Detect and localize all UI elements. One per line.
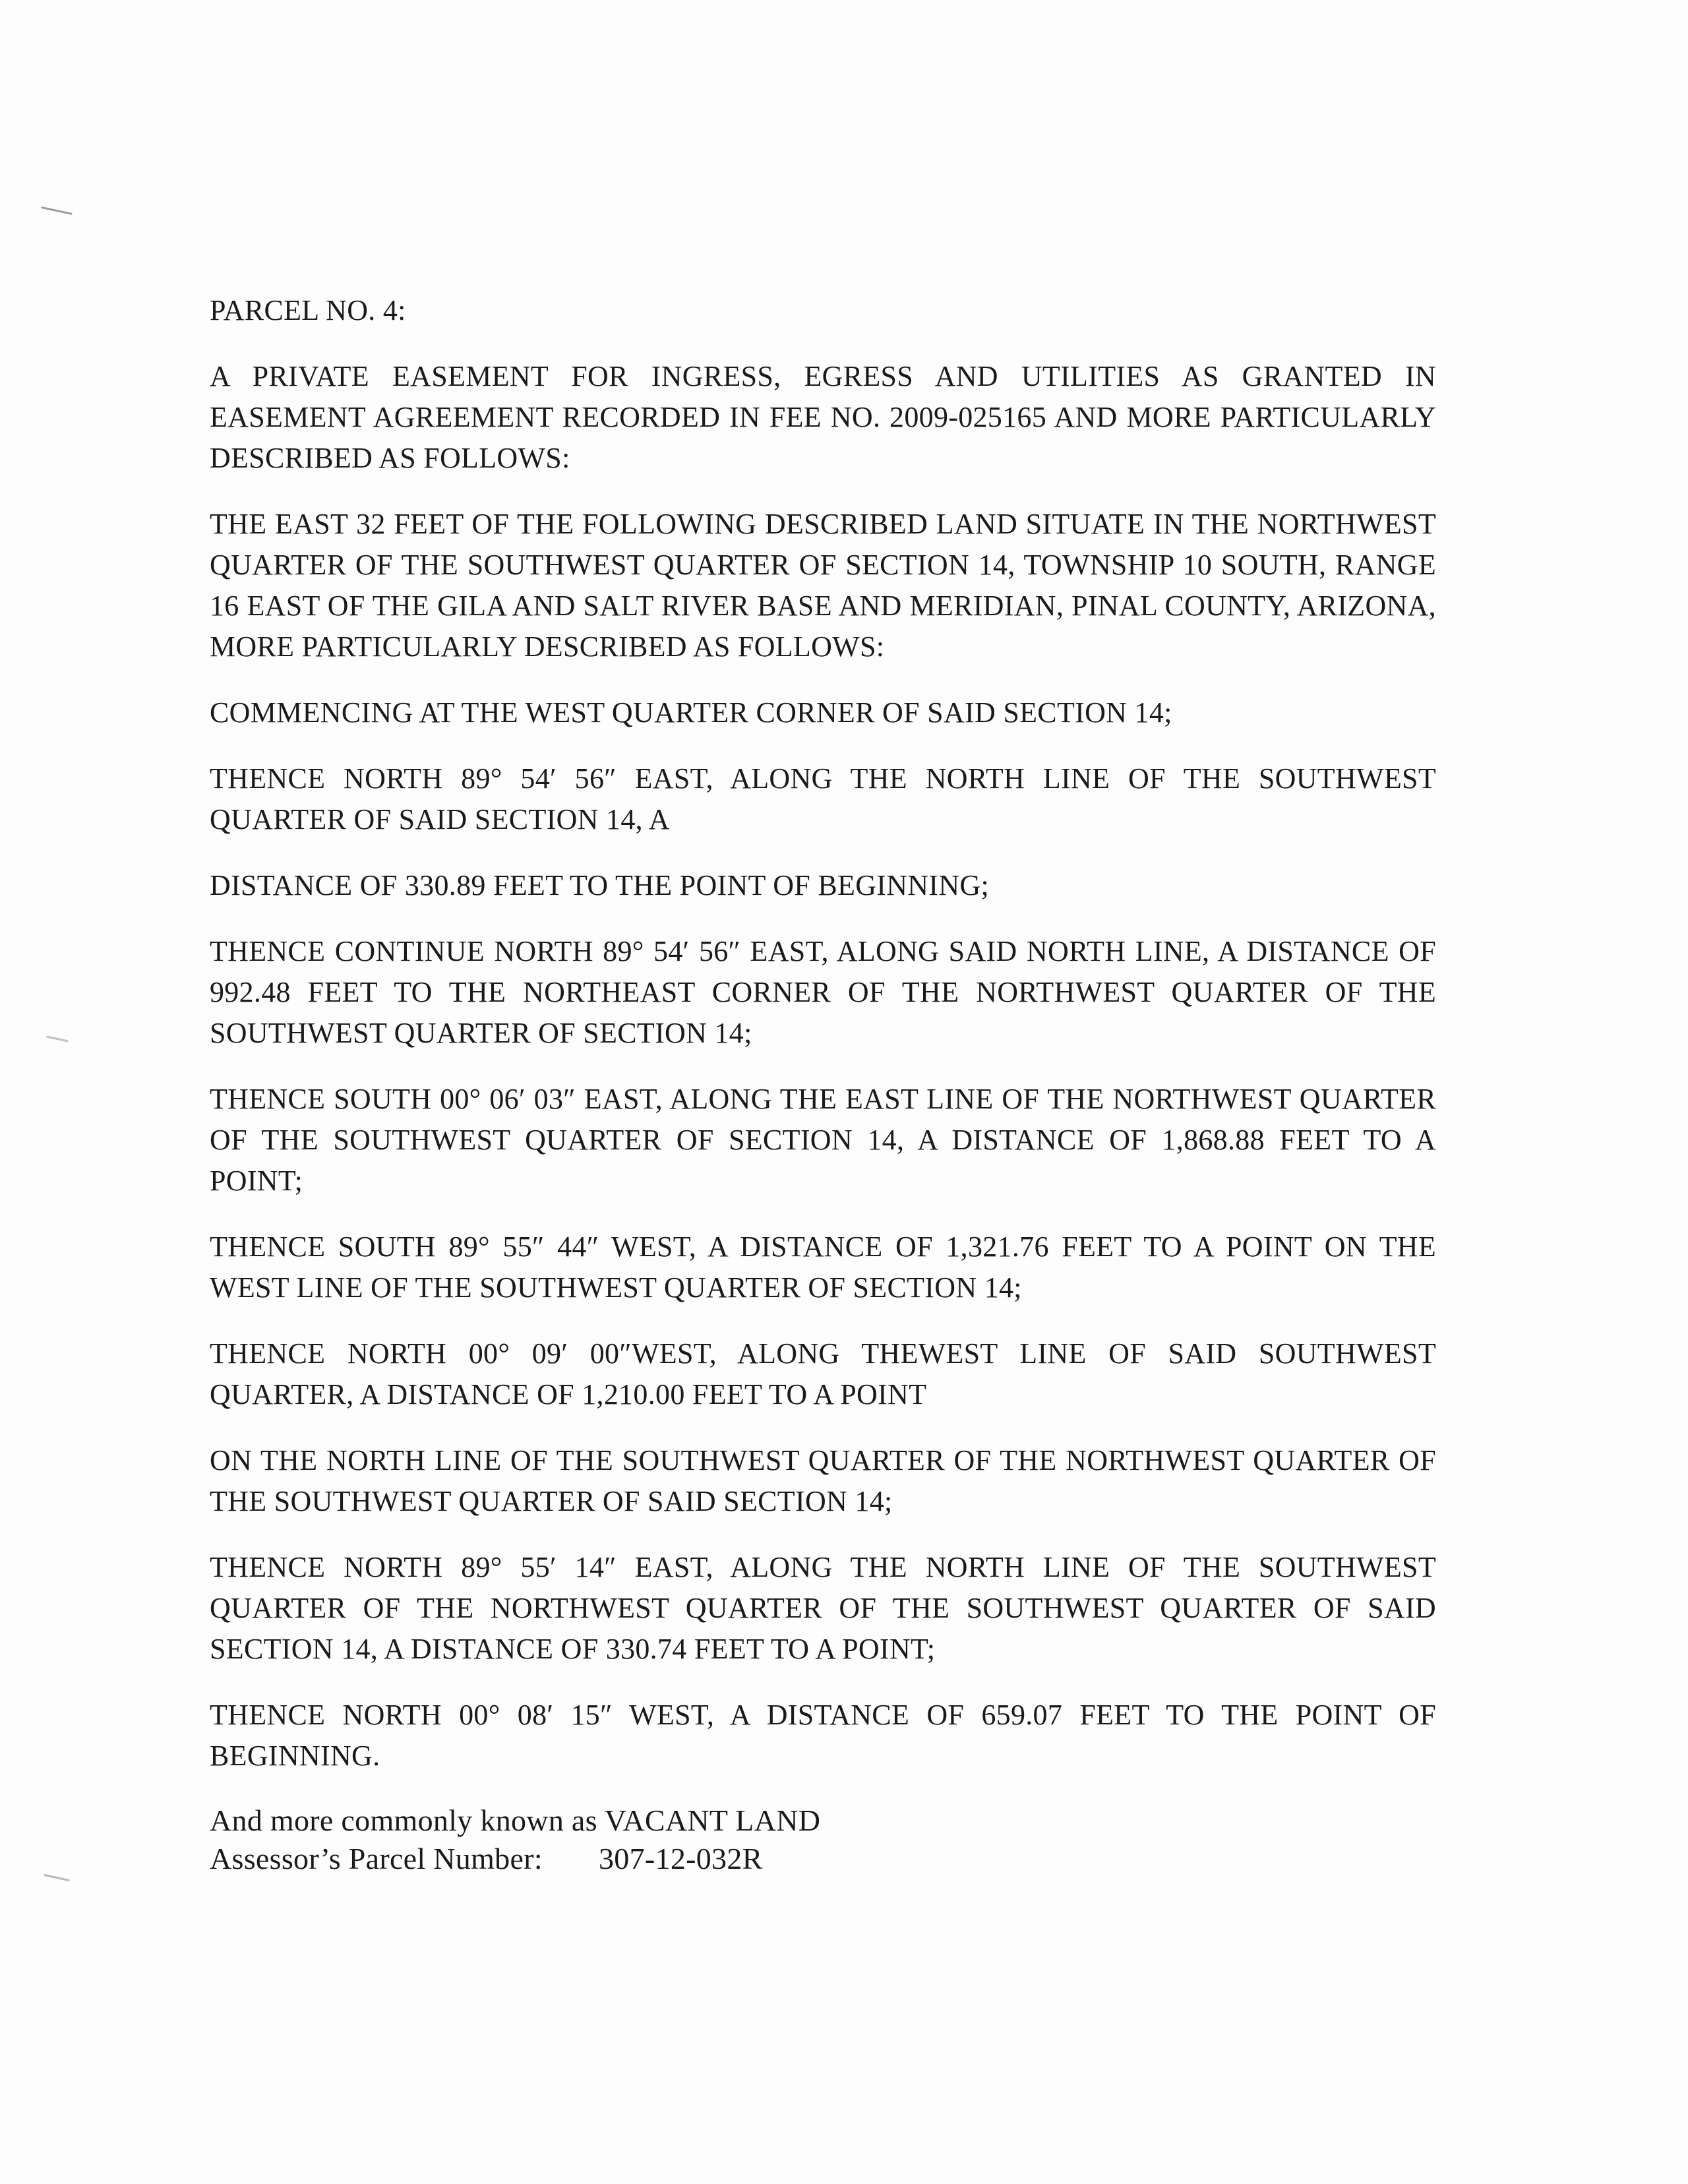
parcel-heading: PARCEL NO. 4: (210, 294, 406, 326)
paragraph-thence-north-4: THENCE NORTH 00° 08′ 15″ WEST, A DISTANCE OF 659.07 FEET TO THE POINT OF BEGINNING. (210, 1699, 1436, 1772)
paragraph-thence-continue: THENCE CONTINUE NORTH 89° 54′ 56″ EAST, ALONG SAID NORTH LINE, A DISTANCE OF 992.48 FEET TO THE NORTHEAST CORNER OF THE NORTHWEST QUARTER OF THE SOUTHWEST QUARTER OF SECTION 14; (210, 935, 1436, 1049)
paragraph-thence-south-2: THENCE SOUTH 89° 55″ 44″ WEST, A DISTANCE OF 1,321.76 FEET TO A POINT ON THE WEST LINE OF THE SOUTHWEST QUARTER OF SECTION 14; (210, 1230, 1436, 1304)
paragraph-thence-north-1: THENCE NORTH 89° 54′ 56″ EAST, ALONG THE NORTH LINE OF THE SOUTHWEST QUARTER OF SAID SECTION 14, A (210, 762, 1436, 835)
paragraph-east-32-feet: THE EAST 32 FEET OF THE FOLLOWING DESCRIBED LAND SITUATE IN THE NORTHWEST QUARTER OF THE SOUTHWEST QUARTER OF SECTION 14, TOWNSHIP 10 SOUTH, RANGE 16 EAST OF THE GILA AND SALT RIVER BASE AND MERIDIAN, PINAL COUNTY, ARIZONA, MORE PARTICULARLY DESCRIBED AS FOLLOWS: (210, 508, 1436, 663)
scan-mark-bottom (44, 1874, 70, 1881)
property-footer (210, 1802, 1436, 1878)
paragraph-easement: A PRIVATE EASEMENT FOR INGRESS, EGRESS AND UTILITIES AS GRANTED IN EASEMENT AGREEMENT RECORDED IN FEE NO. 2009-025165 AND MORE PARTICULARLY DESCRIBED AS FOLLOWS: (210, 360, 1436, 474)
paragraph-thence-north-3: THENCE NORTH 89° 55′ 14″ EAST, ALONG THE NORTH LINE OF THE SOUTHWEST QUARTER OF THE NORTHWEST QUARTER OF THE SOUTHWEST QUARTER OF SAID SECTION 14, A DISTANCE OF 330.74 FEET TO A POINT; (210, 1551, 1436, 1665)
common-name: And more commonly known as VACANT LAND (210, 1804, 821, 1837)
paragraph-on-north-line: ON THE NORTH LINE OF THE SOUTHWEST QUARTER OF THE NORTHWEST QUARTER OF THE SOUTHWEST QUARTER OF SAID SECTION 14; (210, 1444, 1436, 1517)
legal-description (210, 290, 1436, 1878)
scan-mark-top (41, 206, 73, 215)
paragraph-thence-south-1: THENCE SOUTH 00° 06′ 03″ EAST, ALONG THE EAST LINE OF THE NORTHWEST QUARTER OF THE SOUTHWEST QUARTER OF SECTION 14, A DISTANCE OF 1,868.88 FEET TO A POINT; (210, 1083, 1436, 1197)
apn-line (210, 1840, 1436, 1878)
paragraph-thence-north-2: THENCE NORTH 00° 09′ 00″WEST, ALONG THEWEST LINE OF SAID SOUTHWEST QUARTER, A DISTANCE OF 1,210.00 FEET TO A POINT (210, 1337, 1436, 1410)
apn-label: Assessor’s Parcel Number: (210, 1842, 543, 1875)
paragraph-commencing: COMMENCING AT THE WEST QUARTER CORNER OF SAID SECTION 14; (210, 696, 1172, 729)
paragraph-distance-pob: DISTANCE OF 330.89 FEET TO THE POINT OF BEGINNING; (210, 869, 990, 901)
apn-value: 307-12-032R (599, 1842, 763, 1875)
scan-mark-middle (46, 1035, 69, 1042)
